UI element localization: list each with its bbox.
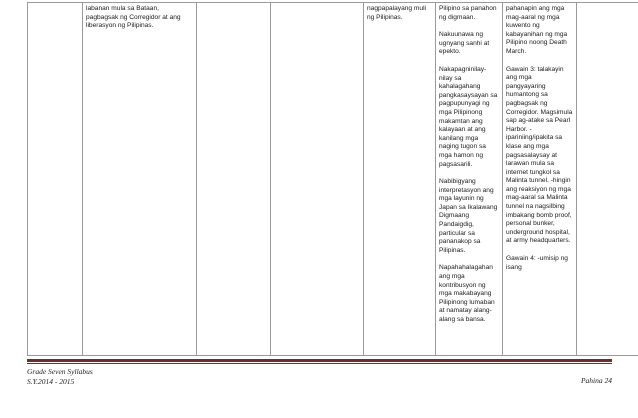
footer-title: Grade Seven Syllabus — [27, 367, 93, 376]
table-cell-col-5 — [364, 3, 436, 356]
table-cell-col-2 — [83, 3, 197, 356]
page-number: Pahina 24 — [580, 376, 612, 385]
footer-rule-thick — [27, 359, 612, 362]
cell-paragraph: Nabibigyang interpretasyon ang mga layunin ng Japan sa Ikalawang Digmaang Pandaigdig, particular sa pananakop sa Pilipinas. — [439, 178, 498, 254]
table-cell-col-1 — [28, 3, 83, 356]
cell-paragraph: nagpapalayang muli ng Pilipinas. — [367, 5, 427, 21]
syllabus-table-wrap — [27, 2, 612, 356]
table-cell-col-8 — [577, 3, 638, 356]
cell-paragraph: labanan mula sa Bataan, pagbagsak ng Corregidor at ang liberasyon ng Pilipinas. — [86, 5, 181, 30]
table-cell-col-4 — [271, 3, 364, 356]
cell-paragraph: Gawain 4: -umisip ng isang — [506, 255, 568, 271]
footer-rule-thin — [27, 363, 612, 364]
syllabus-table — [27, 2, 638, 356]
table-cell-col-6 — [436, 3, 503, 356]
cell-paragraph: Nakuunawa ng ugnyang sanhi at epekto. — [439, 31, 490, 56]
table-row — [28, 3, 638, 356]
footer-left — [27, 367, 93, 386]
table-cell-col-3 — [197, 3, 271, 356]
cell-paragraph: Napahahalagahan ang mga kontribusyon ng mga makabayang Pilipinong lumaban at namatay alang-alang sa bansa. — [439, 264, 495, 323]
cell-paragraph: pahanapin ang mga mag-aaral ng mga kuwento ng kabayanihan ng mga Pilipino noong Death March. — [506, 5, 568, 55]
cell-paragraph: Nakapagninilay-nilay sa kahalagahang pangkasaysayan sa pagpupunyagi ng mga Pilipinong makamtan ang kalayaan at ang kanilang mga naging tugon sa mga hamon ng pagsasarili. — [439, 65, 498, 168]
footer-school-year: S.Y.2014 - 2015 — [27, 376, 75, 386]
cell-paragraph: Pilipino sa panahon ng digmaan. — [439, 5, 497, 21]
cell-paragraph: Gawain 3: talakayin ang mga pangyayaring humantong sa pagbagsak ng Corregidor. Magsimula sap ag-atake sa Pearl Harbor. -ipariniing/ipakita sa klase ang mga pagsasalaysay at larawan mula sa internet tungkol sa Malinta tunnel. -hingin ang reaksiyon ng mga mag-aaral sa Malinta tunnel na nagsilbing imbakang bomb proof, personal bunker, underground hospital, at army headquarters. — [506, 65, 573, 245]
table-cell-col-7 — [503, 3, 577, 356]
